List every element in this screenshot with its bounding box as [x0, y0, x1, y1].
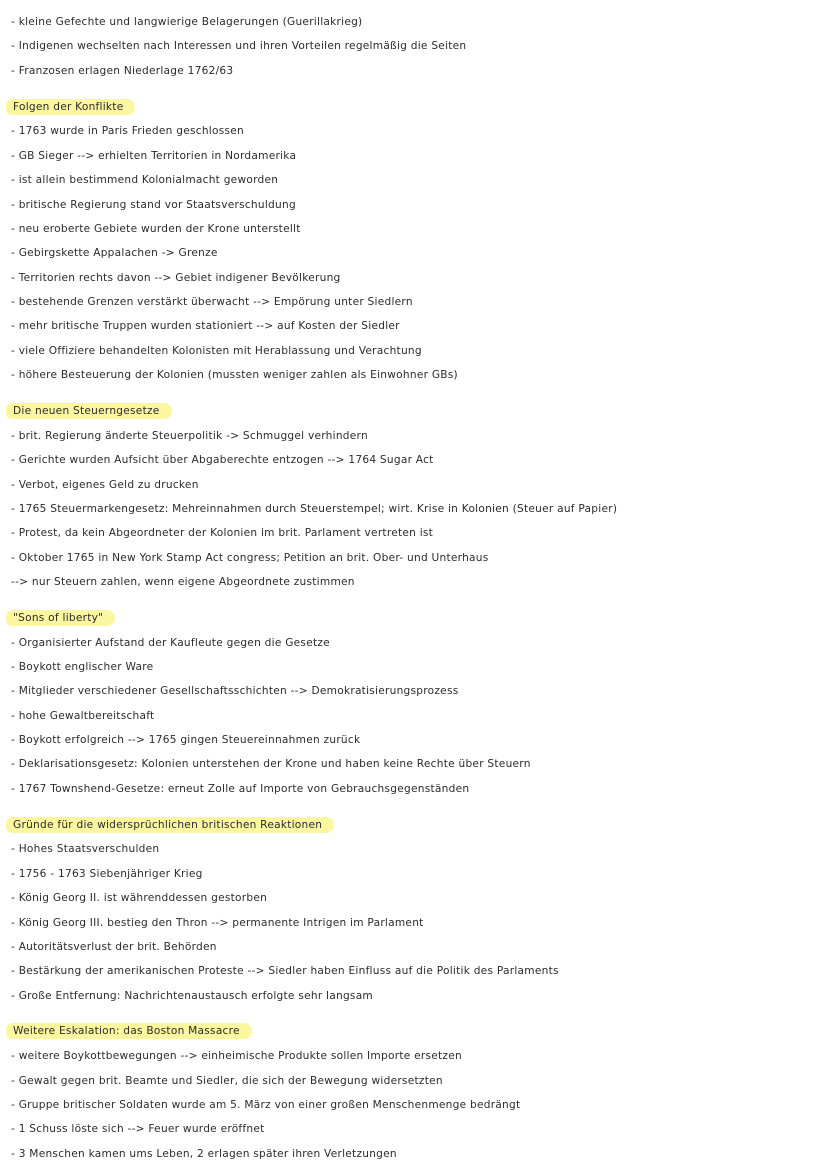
note-line: - Boykott erfolgreich --> 1765 gingen Steuereinnahmen zurück [11, 734, 361, 746]
note-line: - höhere Besteuerung der Kolonien (mussten weniger zahlen als Einwohner GBs) [11, 369, 458, 381]
note-line: - neu eroberte Gebiete wurden der Krone unterstellt [11, 223, 301, 235]
note-line: - 1763 wurde in Paris Frieden geschlossen [11, 125, 244, 137]
note-line: - GB Sieger --> erhielten Territorien in Nordamerika [11, 150, 297, 162]
note-line: - König Georg III. bestieg den Thron --> permanente Intrigen im Parlament [11, 917, 424, 929]
note-line: - Oktober 1765 in New York Stamp Act congress; Petition an brit. Ober- und Unterhaus [11, 552, 489, 564]
note-line: - Verbot, eigenes Geld zu drucken [11, 479, 199, 491]
note-line: - Franzosen erlagen Niederlage 1762/63 [11, 65, 234, 77]
note-line: - Mitglieder verschiedener Gesellschaftsschichten --> Demokratisierungsprozess [11, 685, 459, 697]
note-line: - 1756 - 1763 Siebenjähriger Krieg [11, 868, 203, 880]
note-line: - brit. Regierung änderte Steuerpolitik -> Schmuggel verhindern [11, 430, 368, 442]
section-heading: "Sons of liberty" [6, 610, 115, 626]
section-heading: Weitere Eskalation: das Boston Massacre [6, 1023, 252, 1039]
note-line: - Bestärkung der amerikanischen Proteste --> Siedler haben Einfluss auf die Politik des Parlaments [11, 965, 559, 977]
note-line: - mehr britische Truppen wurden stationiert --> auf Kosten der Siedler [11, 320, 400, 332]
note-line: - König Georg II. ist währenddessen gestorben [11, 892, 268, 904]
note-line: - viele Offiziere behandelten Kolonisten mit Herablassung und Verachtung [11, 345, 422, 357]
note-line: - 1765 Steuermarkengesetz: Mehreinnahmen durch Steuerstempel; wirt. Krise in Kolonien (Steuer auf Papier) [11, 503, 618, 515]
note-line: - hohe Gewaltbereitschaft [11, 710, 155, 722]
note-line: - 1767 Townshend-Gesetze: erneut Zolle auf Importe von Gebrauchsgegenständen [11, 783, 470, 795]
note-line: - Hohes Staatsverschulden [11, 843, 160, 855]
note-line: - britische Regierung stand vor Staatsverschuldung [11, 199, 296, 211]
note-line: --> nur Steuern zahlen, wenn eigene Abgeordnete zustimmen [11, 576, 355, 588]
section-heading: Folgen der Konflikte [6, 99, 135, 115]
note-line: - ist allein bestimmend Kolonialmacht geworden [11, 174, 279, 186]
note-line: - 3 Menschen kamen ums Leben, 2 erlagen später ihren Verletzungen [11, 1148, 397, 1160]
note-line: - Gebirgskette Appalachen -> Grenze [11, 247, 218, 259]
note-line: - kleine Gefechte und langwierige Belagerungen (Guerillakrieg) [11, 16, 363, 28]
note-line: - Indigenen wechselten nach Interessen und ihren Vorteilen regelmäßig die Seiten [11, 40, 467, 52]
note-line: - Gerichte wurden Aufsicht über Abgaberechte entzogen --> 1764 Sugar Act [11, 454, 434, 466]
note-line: - Deklarisationsgesetz: Kolonien unterstehen der Krone und haben keine Rechte über Steuern [11, 758, 531, 770]
note-line: - Territorien rechts davon --> Gebiet indigener Bevölkerung [11, 272, 341, 284]
note-line: - Organisierter Aufstand der Kaufleute gegen die Gesetze [11, 637, 330, 649]
note-line: - Gruppe britischer Soldaten wurde am 5. März von einer großen Menschenmenge bedrängt [11, 1099, 521, 1111]
note-line: - bestehende Grenzen verstärkt überwacht --> Empörung unter Siedlern [11, 296, 413, 308]
note-line: - Boykott englischer Ware [11, 661, 154, 673]
note-line: - Protest, da kein Abgeordneter der Kolonien im brit. Parlament vertreten ist [11, 527, 434, 539]
note-line: - 1 Schuss löste sich --> Feuer wurde eröffnet [11, 1123, 265, 1135]
note-line: - weitere Boykottbewegungen --> einheimische Produkte sollen Importe ersetzen [11, 1050, 462, 1062]
note-line: - Autoritätsverlust der brit. Behörden [11, 941, 217, 953]
section-heading: Gründe für die widersprüchlichen britischen Reaktionen [6, 817, 334, 833]
note-line: - Große Entfernung: Nachrichtenaustausch erfolgte sehr langsam [11, 990, 374, 1002]
section-heading: Die neuen Steuerngesetze [6, 403, 172, 419]
note-line: - Gewalt gegen brit. Beamte und Siedler, die sich der Bewegung widersetzten [11, 1075, 443, 1087]
